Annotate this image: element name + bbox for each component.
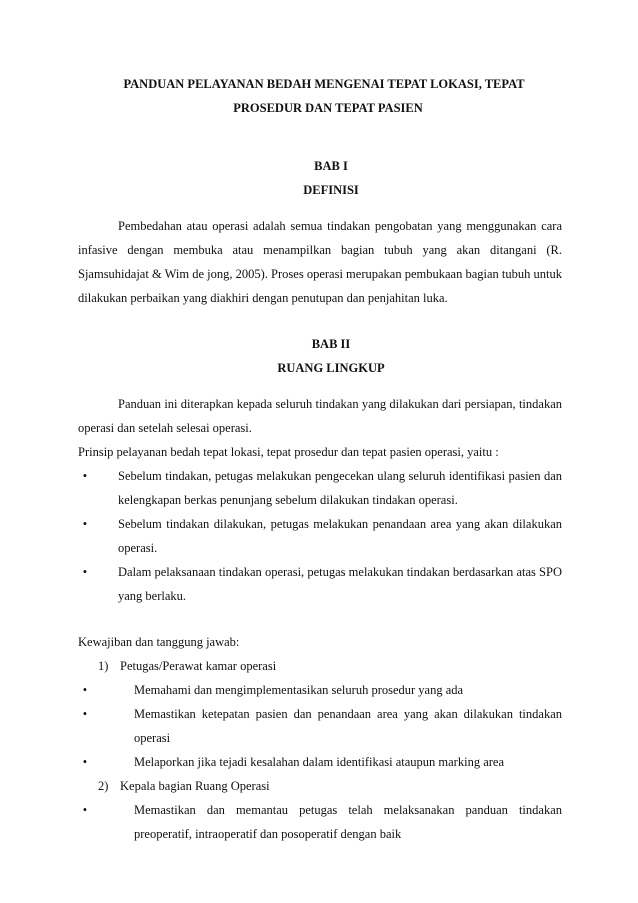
bab2-subheading: RUANG LINGKUP bbox=[277, 361, 385, 375]
bullet-icon: • bbox=[82, 755, 88, 769]
list-item: • Melaporkan jika tejadi kesalahan dalam identifikasi ataupun marking area bbox=[78, 750, 562, 774]
title-line-1: PANDUAN PELAYANAN BEDAH MENGENAI TEPAT LOKASI, TEPAT bbox=[123, 77, 525, 91]
list-item: • Dalam pelaksanaan tindakan operasi, petugas melakukan tindakan berdasarkan atas SPO yang berlaku. bbox=[78, 560, 562, 608]
bab2-heading: BAB II bbox=[311, 337, 351, 351]
bab1-heading: BAB I bbox=[314, 159, 348, 173]
item-label: Petugas/Perawat kamar operasi bbox=[120, 659, 277, 673]
sub-list bbox=[78, 798, 562, 846]
prinsip-list bbox=[78, 464, 562, 608]
kewajiban-list bbox=[78, 654, 562, 846]
bullet-icon: • bbox=[82, 707, 88, 721]
bullet-icon: • bbox=[82, 565, 88, 579]
title-line-2: PROSEDUR DAN TEPAT PASIEN bbox=[233, 101, 423, 115]
kewajiban-heading: Kewajiban dan tanggung jawab: bbox=[78, 635, 240, 649]
document-title bbox=[78, 72, 562, 120]
prinsip-intro: Prinsip pelayanan bedah tepat lokasi, tepat prosedur dan tepat pasien operasi, yaitu : bbox=[78, 445, 499, 459]
item-number: 2) bbox=[98, 779, 109, 793]
list-item: • Memastikan ketepatan pasien dan penandaan area yang akan dilakukan tindakan operasi bbox=[78, 702, 562, 750]
sub-list bbox=[78, 678, 562, 774]
item-number: 1) bbox=[98, 659, 109, 673]
list-item: • Sebelum tindakan dilakukan, petugas melakukan penandaan area yang akan dilakukan operasi. bbox=[78, 512, 562, 560]
list-item bbox=[78, 654, 562, 774]
bullet-icon: • bbox=[82, 803, 88, 817]
bab2-paragraph: Panduan ini diterapkan kepada seluruh tindakan yang dilakukan dari persiapan, tindakan operasi dan setelah selesai operasi. bbox=[78, 397, 562, 435]
bab1-subheading: DEFINISI bbox=[303, 183, 359, 197]
document-page bbox=[78, 72, 562, 846]
list-item: • Sebelum tindakan, petugas melakukan pengecekan ulang seluruh identifikasi pasien dan kelengkapan berkas penunjang sebelum dilakukan tindakan operasi. bbox=[78, 464, 562, 512]
list-item: • Memastikan dan memantau petugas telah melaksanakan panduan tindakan preoperatif, intraoperatif dan posoperatif dengan baik bbox=[78, 798, 562, 846]
list-item bbox=[78, 774, 562, 846]
bab1-paragraph: Pembedahan atau operasi adalah semua tindakan pengobatan yang menggunakan cara infasive dengan membuka atau menampilkan bagian tubuh yang akan ditangani (R. Sjamsuhidajat & Wim de jong, 2005). Proses operasi merupakan pembukaan bagian tubuh untuk dilakukan perbaikan yang diakhiri dengan penutupan dan penjahitan luka. bbox=[78, 219, 562, 305]
bullet-icon: • bbox=[82, 469, 88, 483]
list-item: • Memahami dan mengimplementasikan seluruh prosedur yang ada bbox=[78, 678, 562, 702]
bullet-icon: • bbox=[82, 683, 88, 697]
item-label: Kepala bagian Ruang Operasi bbox=[120, 779, 270, 793]
bullet-icon: • bbox=[82, 517, 88, 531]
